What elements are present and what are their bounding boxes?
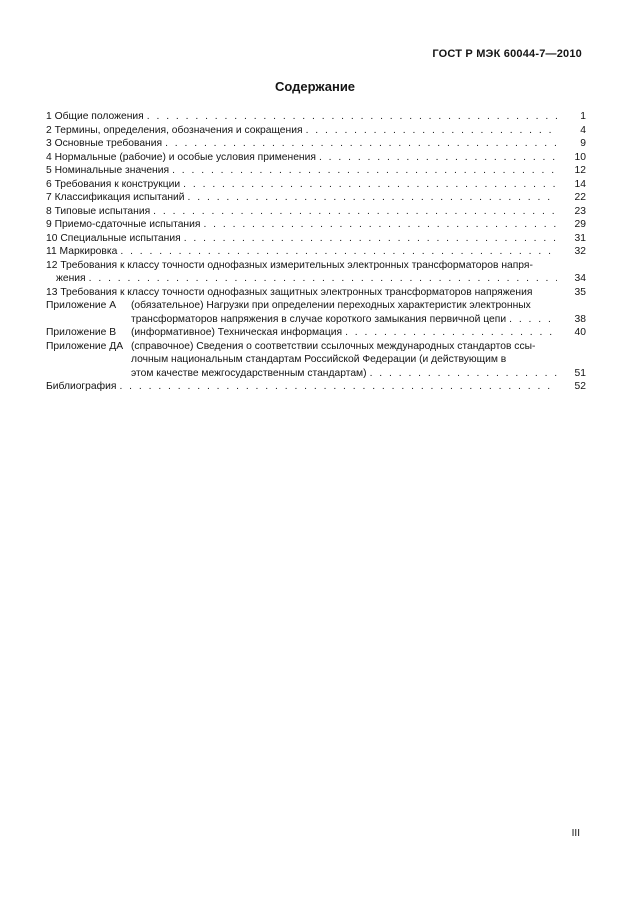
toc-entry-label: 4 Нормальные (рабочие) и особые условия применения <box>46 151 316 163</box>
toc-entry-page: 22 <box>574 192 586 203</box>
appendix-title: этом качестве межгосударственным стандартам) <box>131 367 367 379</box>
toc-entry-page: 38 <box>574 313 586 325</box>
leader-dots <box>184 232 557 246</box>
toc-entry[interactable] <box>46 191 586 205</box>
leader-dots <box>165 137 557 151</box>
toc-entry-12-cont[interactable] <box>46 272 586 286</box>
leader-dots <box>183 178 557 192</box>
toc-entry-page: 31 <box>574 232 586 244</box>
toc-entry-page: 14 <box>574 178 586 190</box>
toc-entry[interactable] <box>46 151 586 165</box>
leader-dots <box>509 313 557 327</box>
toc-entry-label: 11 Маркировка <box>46 246 118 257</box>
leader-dots <box>153 205 557 219</box>
toc-entry[interactable] <box>46 232 586 246</box>
toc-entry[interactable] <box>46 164 586 178</box>
toc-appendix-da-cont[interactable] <box>46 367 586 381</box>
leader-dots <box>188 191 557 205</box>
appendix-prefix: Приложение А <box>46 300 117 311</box>
toc-entry-label: 13 Требования к классу точности однофазных защитных электронных трансформаторов напряжения <box>46 286 533 298</box>
leader-dots <box>306 124 557 138</box>
toc-entry-label: жения <box>56 273 86 284</box>
table-of-contents <box>46 110 586 394</box>
appendix-title: (информативное) Техническая информация <box>131 327 343 338</box>
toc-entry[interactable] <box>46 137 586 151</box>
toc-appendix-a-cont[interactable] <box>46 313 586 327</box>
toc-appendix-a[interactable] <box>46 299 586 313</box>
leader-dots <box>345 326 557 340</box>
appendix-title: трансформаторов напряжения в случае короткого замыкания первичной цепи <box>131 313 507 325</box>
appendix-title: (справочное) Сведения о соответствии ссылочных международных стандартов ссы- <box>131 340 536 352</box>
leader-dots <box>319 151 557 165</box>
toc-entry[interactable] <box>46 178 586 192</box>
appendix-prefix: Приложение ДА <box>46 340 124 352</box>
toc-entry-page: 51 <box>574 367 586 379</box>
toc-entry-page: 29 <box>574 219 586 230</box>
toc-entry-page: 1 <box>580 111 586 122</box>
toc-entry-12[interactable] <box>46 259 586 273</box>
toc-entry-page: 32 <box>574 246 586 257</box>
toc-entry-page: 23 <box>574 205 586 217</box>
toc-appendix-b[interactable] <box>46 326 586 340</box>
toc-entry-page: 9 <box>580 138 586 149</box>
toc-entry-label: 8 Типовые испытания <box>46 205 151 217</box>
toc-entry-label: 7 Классификация испытаний <box>46 192 185 203</box>
appendix-title: (обязательное) Нагрузки при определении переходных характеристик электронных <box>131 300 531 311</box>
toc-appendix-da[interactable] <box>46 340 586 354</box>
toc-entry[interactable] <box>46 218 586 232</box>
toc-entry[interactable] <box>46 110 586 124</box>
toc-entry-label: 2 Термины, определения, обозначения и сокращения <box>46 124 303 136</box>
leader-dots <box>89 272 557 286</box>
toc-entry-page: 35 <box>574 286 586 298</box>
appendix-title: лочным национальным стандартам Российской Федерации (и действующим в <box>131 354 507 365</box>
toc-entry-label: 6 Требования к конструкции <box>46 178 181 190</box>
toc-bibliography[interactable] <box>46 380 586 394</box>
leader-dots <box>172 164 557 178</box>
toc-entry[interactable] <box>46 124 586 138</box>
toc-entry-page: 52 <box>574 381 586 392</box>
toc-entry-page: 12 <box>574 165 586 176</box>
toc-entry-13[interactable] <box>46 286 586 300</box>
toc-entry-label: 1 Общие положения <box>46 111 144 122</box>
toc-entry-label: 9 Приемо-сдаточные испытания <box>46 219 201 230</box>
toc-entry-label: Библиография <box>46 381 117 392</box>
toc-entry-label: 12 Требования к классу точности однофазных измерительных электронных трансформаторов напря- <box>46 259 533 271</box>
appendix-prefix: Приложение В <box>46 327 117 338</box>
toc-entry-label: 5 Номинальные значения <box>46 165 170 176</box>
leader-dots <box>147 110 557 124</box>
leader-dots <box>370 367 557 381</box>
toc-entry[interactable] <box>46 205 586 219</box>
toc-entry[interactable] <box>46 245 586 259</box>
leader-dots <box>120 245 557 259</box>
toc-entry-label: 3 Основные требования <box>46 138 163 149</box>
toc-entry-page: 40 <box>574 327 586 338</box>
toc-entry-page: 34 <box>574 273 586 284</box>
leader-dots <box>119 380 557 394</box>
leader-dots <box>203 218 557 232</box>
page-number: III <box>571 828 580 839</box>
toc-appendix-da-cont[interactable] <box>46 353 586 367</box>
toc-entry-page: 10 <box>574 151 586 163</box>
toc-entry-page: 4 <box>580 124 586 136</box>
standard-designation: ГОСТ Р МЭК 60044-7—2010 <box>432 48 582 60</box>
toc-entry-label: 10 Специальные испытания <box>46 232 181 244</box>
page-title: Содержание <box>274 79 356 94</box>
